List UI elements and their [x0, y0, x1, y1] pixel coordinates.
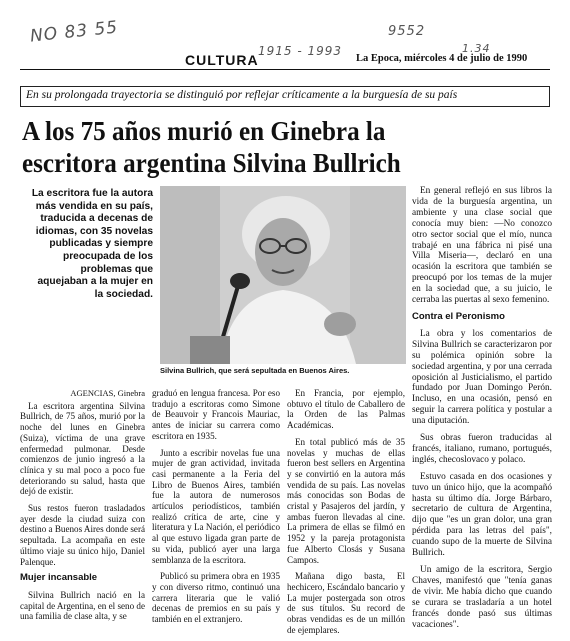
article-column-3 — [287, 388, 405, 641]
headline-line-1: A los 75 años murió en Ginebra la — [22, 116, 386, 146]
header-rule — [20, 69, 550, 70]
portrait-illustration — [160, 186, 406, 364]
agency-dateline: AGENCIAS, Ginebra — [70, 388, 145, 398]
paragraph: En total publicó más de 35 novelas y muchas de ellas fueron best sellers en Argentina y se convirtió en la autora más vendida de su país. Las novelas más conocidas son Bodas de cristal y Pasajeros del jardín, y ambas fueron llevadas al cine. La primera de ellas se filmó en 1952 y la pareja protagonista fue Alberto Closás y Susana Campos. — [287, 436, 405, 565]
lead-paragraph: La escritora fue la autora más vendida en su país, traducida a decenas de idiomas, con 35 novelas publicadas y siempre preocupada de los problemas que aquejaban a la mujer en la sociedad. — [31, 188, 153, 300]
paragraph: Sus restos fueron trasladados ayer desde la ciudad suiza con destino a Buenos Aires donde será sepultada. La acompaña en este último viaje su único hijo, Daniel Palenque. — [20, 503, 146, 567]
subhead-mujer-incansable: Mujer incansable — [20, 572, 98, 584]
handwritten-years: 1915 - 1993 — [258, 44, 343, 58]
headline-line-2: escritora argentina Silvina Bullrich — [22, 148, 401, 178]
paragraph: Un amigo de la escritora, Sergio Chaves, manifestó que "tenía ganas de vivir. Me había dicho que cuando se curara se trasladaría a un hotel francés donde pasó sus últimas vacaciones". — [412, 565, 552, 630]
paragraph: Estuvo casada en dos ocasiones y tuvo un único hijo, que la acompañó hasta su último día. Jorge Bárbaro, secretario de cultura de Argentina, dijo que "es un gran dolor, una gran pérdida para las letras del país", cuando supo de la muerte de Silvina Bullrich. — [412, 471, 552, 559]
handwritten-page: 1.34 — [462, 42, 491, 55]
paragraph: Silvina Bullrich nació en la capital de Argentina, en el seno de una familia de clase alta, y se — [20, 589, 145, 622]
publication-dateline: La Epoca, miércoles 4 de julio de 1990 — [356, 53, 528, 64]
paragraph: La obra y los comentarios de Silvina Bullrich se caracterizaron por su polémica opinión sobre la sociedad argentina, y por una cerrada oposición al Justicialismo, el partido fundado por Juan Domingo Perón. Incluso, en una ocasión, pensó en seguir la carrera política y postular a una diputación. — [412, 328, 552, 427]
paragraph: graduó en lengua francesa. Por eso tradujo a escritoras como Simone de Beauvoir y Francois Mauriac, antes de iniciar su carrera como escritora en 1935. — [152, 388, 280, 441]
paragraph: En Francia, por ejemplo, obtuvo el título de Caballero de la Orden de las Palmas Académicas. — [287, 388, 405, 431]
portrait-photo — [160, 186, 406, 364]
handwritten-number: 9552 — [388, 24, 426, 39]
paragraph: En general reflejó en sus libros la vida de la burguesía argentina, un ambiente y una clase social que conocía muy bien: —No conozco otro sector social que el mío, nunca trabajé en una fábrica ni pisé una Villa Miseria—, declaró en una ocasión la escritora que también se preocupó por los temas de la mujer en la sociedad que, a su juicio, le cerraba las puertas al sexo femenino. — [412, 186, 552, 306]
handwritten-note: NO 83 55 — [29, 17, 119, 47]
article-column-4 — [412, 186, 552, 636]
article-column-2 — [152, 388, 280, 631]
paragraph: Sus obras fueron traducidas al francés, italiano, rumano, portugués, inglés, checoslovaco y polaco. — [412, 433, 552, 465]
photo-caption: Silvina Bullrich, que será sepultada en Buenos Aires. — [160, 366, 350, 375]
paragraph: Mañana digo basta, El hechicero, Escándalo bancario y La mujer postergada son otros de sus títulos. Su record de obras vendidas es de un millón de ejemplares. — [287, 571, 405, 635]
subhead-peronismo: Contra el Peronismo — [412, 310, 505, 322]
paragraph: Publicó su primera obra en 1935 y con diverso ritmo, continuó una carrera literaria que le valió decenas de premios en su país y también en el extranjero. — [152, 571, 280, 625]
headline — [22, 115, 515, 179]
article-column-1 — [20, 388, 145, 628]
paragraph: Junto a escribir novelas fue una mujer de gran actividad, invitada casi permanente a la Feria del Libro de Buenos Aires, también fue la autora de numerosos artículos periodísticos, también realizó crítica de arte, cine y literatura y La Nación, el periódico al que estuvo ligada gran parte de su vida, publicó ayer una larga semblanza de la escritora. — [152, 447, 280, 565]
section-label: CULTURA — [185, 52, 259, 68]
paragraph: La escritora argentina Silvina Bullrich, de 75 años, murió por la noche del lunes en Ginebra (Suiza), víctima de una grave enfermedad pulmonar. Desde comienzos de junio ingresó a la clínica y su mal poco a poco fue deteriorando su salud, hasta que dejó de existir. — [20, 400, 145, 497]
kicker: En su prolongada trayectoria se distinguió por reflejar críticamente a la burguesía de su país — [26, 89, 458, 101]
